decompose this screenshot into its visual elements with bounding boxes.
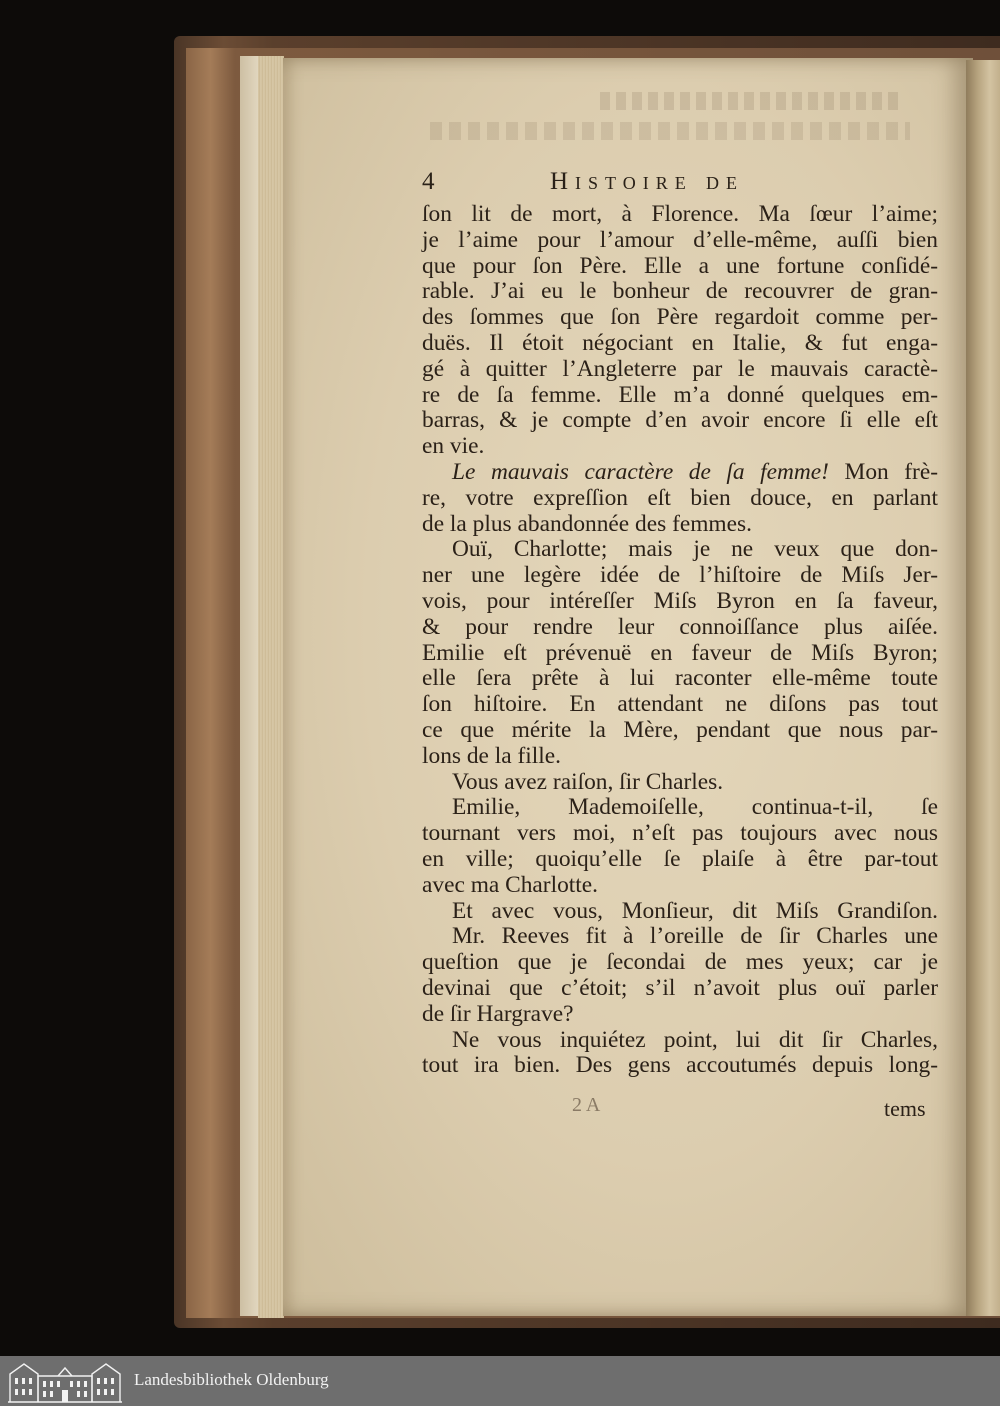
text-line: ſon hiſtoire. En attendant ne diſons pas tout: [422, 691, 938, 718]
page-heading: Histoire de: [550, 168, 744, 195]
text-line: lons de la fille.: [422, 742, 562, 769]
bleed-through: [600, 92, 900, 110]
text-line: que pour ſon Père. Elle a une fortune conſidé-: [422, 252, 938, 279]
text-line: en ville; quoiqu’elle ſe plaiſe à être par-tout: [422, 845, 938, 872]
text-line: Ne vous inquiétez point, lui dit ſir Charles,: [452, 1026, 938, 1053]
text-line: devinai que c’étoit; s’il n’avoit plus ouï parler: [422, 974, 938, 1001]
bleed-through: [430, 122, 910, 140]
library-building-logo: [6, 1358, 124, 1404]
italic-phrase: Le mauvais caractère de ſa femme!: [452, 458, 829, 485]
text-line: vois, pour intéreſſer Miſs Byron en ſa faveur,: [422, 587, 938, 614]
text-line: des ſommes que ſon Père regardoit comme per-: [422, 304, 938, 331]
italic-line-rest: Mon frè-: [828, 458, 939, 485]
text-line: elle ſera prête à lui raconter elle-même toute: [422, 665, 938, 692]
text-line: Emilie eſt prévenuë en faveur de Miſs Byron;: [422, 639, 938, 666]
text-line: barras, & je compte d’en avoir encore ſi elle eſt: [422, 407, 938, 434]
text-line: Et avec vous, Monſieur, dit Miſs Grandiſon.: [452, 897, 938, 924]
body-text: [422, 202, 938, 1079]
text-line: en vie.: [422, 433, 485, 460]
text-line: duës. Il étoit négociant en Italie, & fut enga-: [422, 329, 938, 356]
text-line: ce que mérite la Mère, pendant que nous par-: [422, 716, 938, 743]
text-line-italic: [422, 460, 938, 486]
text-line: tournant vers moi, n’eſt pas toujours avec nous: [422, 820, 938, 847]
text-line: queſtion que je ſecondai de mes yeux; car je: [422, 949, 938, 976]
text-line: de la plus abandonnée des femmes.: [422, 510, 752, 537]
text-line: ſon lit de mort, à Florence. Ma ſœur l’aime;: [422, 201, 938, 227]
catchword: tems: [884, 1096, 926, 1121]
page-number: 4: [422, 168, 435, 195]
signature-mark: 2 A: [572, 1094, 601, 1116]
text-line: Ouï, Charlotte; mais je ne veux que don-: [452, 536, 938, 563]
text-line: re de ſa femme. Elle m’a donné quelques em-: [422, 381, 938, 408]
text-line: tout ira bien. Des gens accoutumés depuis long-: [422, 1052, 938, 1079]
page-gutter: [966, 60, 1000, 1316]
library-footer: [0, 1356, 1000, 1406]
running-head: [422, 168, 942, 202]
text-line: gé à quitter l’Angleterre par le mauvais caractè-: [422, 355, 938, 382]
text-line: & pour rendre leur connoiſſance plus aiſée.: [422, 613, 938, 640]
text-line: rable. J’ai eu le bonheur de recouvrer de gran-: [422, 278, 938, 305]
text-line: Emilie, Mademoiſelle, continua-t-il, ſe: [452, 794, 938, 821]
text-line: je l’aime pour l’amour d’elle-même, auſſi bien: [422, 226, 938, 253]
library-name: Landesbibliothek Oldenburg: [134, 1370, 329, 1389]
text-line: de ſir Hargrave?: [422, 1000, 574, 1027]
page-edges: [258, 56, 284, 1318]
text-line: Mr. Reeves fit à l’oreille de ſir Charles une: [452, 923, 938, 950]
text-line: avec ma Charlotte.: [422, 871, 599, 898]
text-line: re, votre expreſſion eſt bien douce, en parlant: [422, 484, 938, 511]
text-line: Vous avez raiſon, ſir Charles.: [452, 768, 724, 795]
text-line: ner une legère idée de l’hiſtoire de Miſs Jer-: [422, 562, 938, 589]
